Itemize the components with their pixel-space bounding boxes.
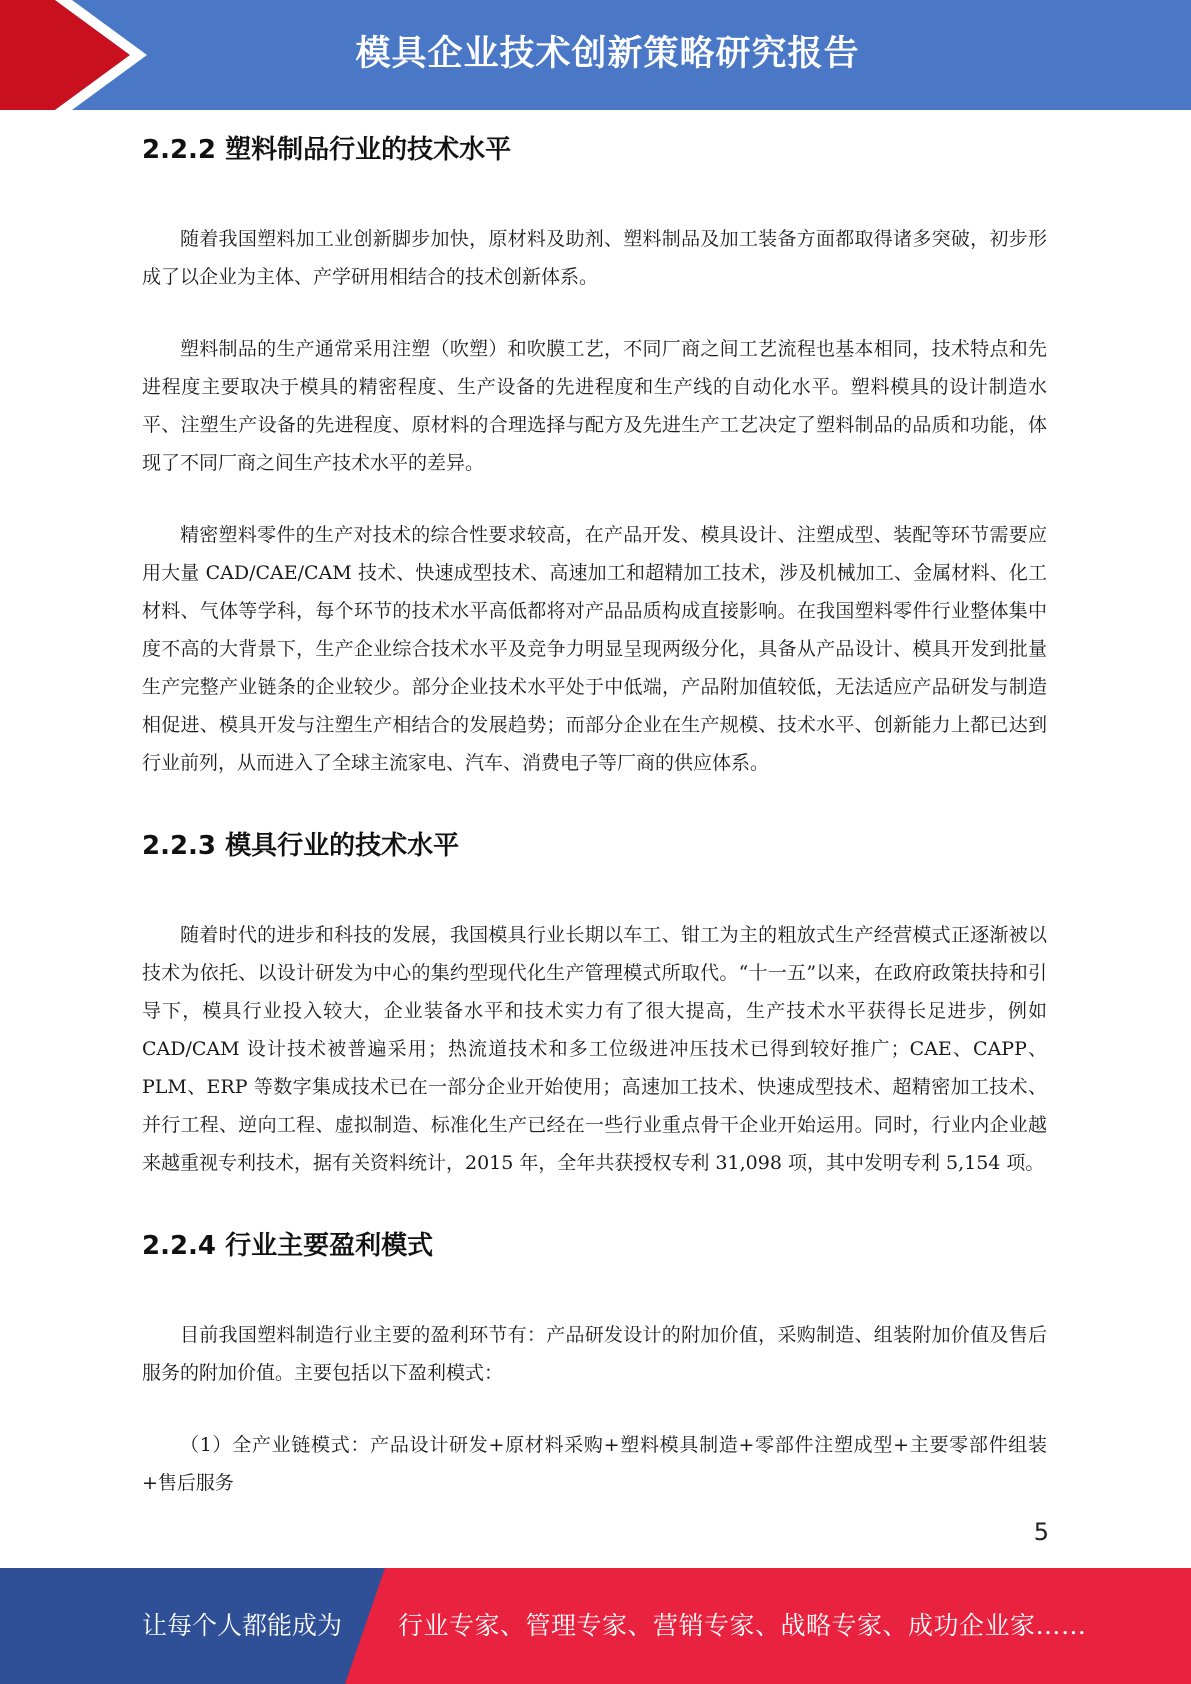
footer-slogan-left: 让每个人都能成为 [142, 1611, 343, 1640]
report-title: 模具企业技术创新策略研究报告 [355, 34, 860, 74]
paragraph: 随着我国塑料加工业创新脚步加快，原材料及助剂、塑料制品及加工装备方面都取得诸多突破，初步形成了以企业为主体、产学研用相结合的技术创新体系。 [142, 228, 1047, 288]
section-heading-2-2-4: 2.2.4 行业主要盈利模式 [142, 1231, 434, 1261]
section-heading-2-2-2: 2.2.2 塑料制品行业的技术水平 [142, 135, 512, 165]
page-number: 5 [1033, 1518, 1049, 1546]
section-heading-2-2-3: 2.2.3 模具行业的技术水平 [142, 831, 460, 861]
page-content [142, 122, 1047, 1502]
page-header [0, 0, 1191, 110]
paragraph: （1）全产业链模式：产品设计研发+原材料采购+塑料模具制造+零部件注塑成型+主要零部件组装+售后服务 [142, 1434, 1047, 1494]
paragraph: 精密塑料零件的生产对技术的综合性要求较高，在产品开发、模具设计、注塑成型、装配等环节需要应用大量 CAD/CAE/CAM 技术、快速成型技术、高速加工和超精加工技术，涉及机械加工、金属材料、化工材料、气体等学科，每个环节的技术水平高低都将对产品品质构成直接影响。在我国塑料零件行业整体集中度不高的大背景下，生产企业综合技术水平及竞争力明显呈现两级分化，具备从产品设计、模具开发到批量生产完整产业链条的企业较少。部分企业技术水平处于中低端，产品附加值较低，无法适应产品研发与制造相促进、模具开发与注塑生产相结合的发展趋势；而部分企业在生产规模、技术水平、创新能力上都已达到行业前列，从而进入了全球主流家电、汽车、消费电子等厂商的供应体系。 [142, 524, 1047, 774]
page-footer [0, 1568, 1191, 1684]
paragraph: 目前我国塑料制造行业主要的盈利环节有：产品研发设计的附加价值，采购制造、组装附加价值及售后服务的附加价值。主要包括以下盈利模式： [142, 1324, 1047, 1384]
footer-slogan-right: 行业专家、管理专家、营销专家、战略专家、成功企业家…… [398, 1611, 1087, 1640]
paragraph: 随着时代的进步和科技的发展，我国模具行业长期以车工、钳工为主的粗放式生产经营模式正逐渐被以技术为依托、以设计研发为中心的集约型现代化生产管理模式所取代。“十一五”以来，在政府政策扶持和引导下，模具行业投入较大，企业装备水平和技术实力有了很大提高，生产技术水平获得长足进步，例如 CAD/CAM 设计技术被普遍采用；热流道技术和多工位级进冲压技术已得到较好推广；CAE、CAPP、PLM、ERP 等数字集成技术已在一部分企业开始使用；高速加工技术、快速成型技术、超精密加工技术、并行工程、逆向工程、虚拟制造、标准化生产已经在一些行业重点骨干企业开始运用。同时，行业内企业越来越重视专利技术，据有关资料统计，2015 年，全年共获授权专利 31,098 项，其中发明专利 5,154 项。 [142, 924, 1047, 1174]
paragraph: 塑料制品的生产通常采用注塑（吹塑）和吹膜工艺，不同厂商之间工艺流程也基本相同，技术特点和先进程度主要取决于模具的精密程度、生产设备的先进程度和生产线的自动化水平。塑料模具的设计制造水平、注塑生产设备的先进程度、原材料的合理选择与配方及先进生产工艺决定了塑料制品的品质和功能，体现了不同厂商之间生产技术水平的差异。 [142, 338, 1047, 474]
